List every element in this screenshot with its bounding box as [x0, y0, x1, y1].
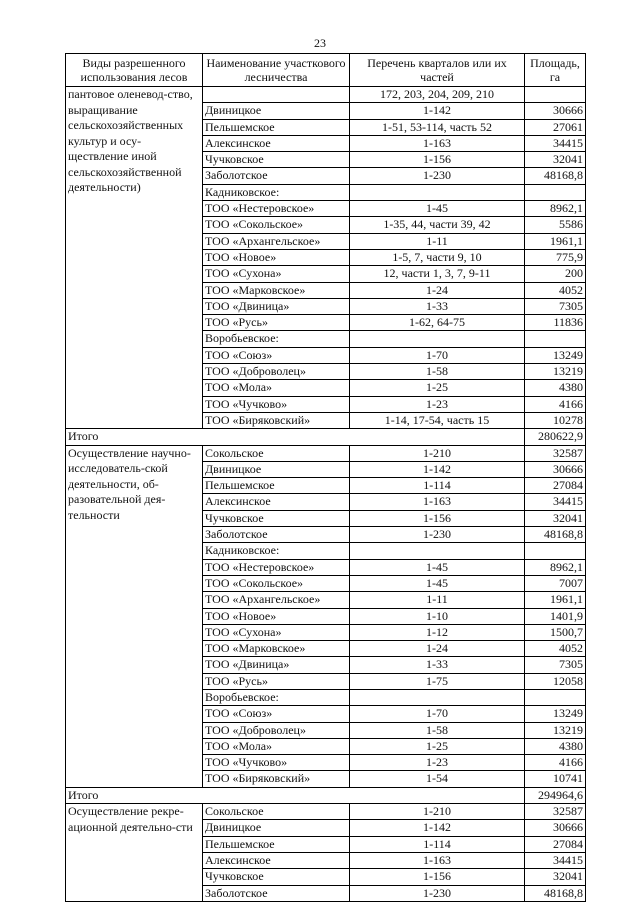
- forestry-name-cell: ТОО «Нестеровское»: [203, 559, 350, 575]
- quarters-cell: 1-142: [350, 461, 525, 477]
- header-forestry-name: Наименование участкового лесничества: [203, 54, 350, 87]
- area-cell: 30666: [525, 820, 586, 836]
- area-cell: 32587: [525, 445, 586, 461]
- forestry-name-cell: Сокольское: [203, 804, 350, 820]
- area-cell: 27061: [525, 119, 586, 135]
- quarters-cell: 1-33: [350, 657, 525, 673]
- quarters-cell: 1-142: [350, 820, 525, 836]
- quarters-cell: [350, 543, 525, 559]
- area-cell: 30666: [525, 461, 586, 477]
- quarters-cell: 1-230: [350, 885, 525, 901]
- area-cell: 32041: [525, 869, 586, 885]
- forestry-name-cell: ТОО «Чучково»: [203, 396, 350, 412]
- forestry-name-cell: Кадниковское:: [203, 184, 350, 200]
- forestry-name-cell: Заболотское: [203, 168, 350, 184]
- forestry-name-cell: ТОО «Двиница»: [203, 657, 350, 673]
- quarters-cell: 1-114: [350, 478, 525, 494]
- use-type-cell: пантовое оленевод-ство, выращивание сельскохозяйственных культур и осу-ществление иной сельскохозяйственной деятельности): [66, 87, 203, 429]
- forestry-name-cell: Пельшемское: [203, 478, 350, 494]
- quarters-cell: 1-54: [350, 771, 525, 787]
- quarters-cell: 1-24: [350, 282, 525, 298]
- forestry-name-cell: ТОО «Доброволец»: [203, 364, 350, 380]
- forestry-name-cell: ТОО «Марковское»: [203, 641, 350, 657]
- forestry-name-cell: ТОО «Новое»: [203, 249, 350, 265]
- area-cell: 4380: [525, 738, 586, 754]
- quarters-cell: 1-51, 53-114, часть 52: [350, 119, 525, 135]
- table-body: [66, 87, 586, 902]
- page-number: 23: [314, 36, 326, 50]
- forestry-name-cell: Кадниковское:: [203, 543, 350, 559]
- header-area: Площадь, га: [525, 54, 586, 87]
- forestry-name-cell: Воробьевское:: [203, 331, 350, 347]
- quarters-cell: 1-62, 64-75: [350, 315, 525, 331]
- total-label: Итого: [66, 787, 525, 803]
- area-cell: 48168,8: [525, 168, 586, 184]
- quarters-cell: 1-23: [350, 396, 525, 412]
- area-cell: 8962,1: [525, 559, 586, 575]
- forestry-name-cell: Сокольское: [203, 445, 350, 461]
- quarters-cell: 1-230: [350, 527, 525, 543]
- quarters-cell: 1-230: [350, 168, 525, 184]
- area-cell: 48168,8: [525, 527, 586, 543]
- quarters-cell: 1-45: [350, 575, 525, 591]
- quarters-cell: 1-163: [350, 135, 525, 151]
- quarters-cell: 1-35, 44, части 39, 42: [350, 217, 525, 233]
- forestry-name-cell: Чучковское: [203, 869, 350, 885]
- quarters-cell: 1-163: [350, 852, 525, 868]
- area-cell: 4052: [525, 282, 586, 298]
- area-cell: 7305: [525, 657, 586, 673]
- area-cell: 32041: [525, 510, 586, 526]
- total-row: [66, 429, 586, 445]
- forestry-name-cell: [203, 87, 350, 103]
- forestry-name-cell: ТОО «Союз»: [203, 706, 350, 722]
- forestry-name-cell: ТОО «Новое»: [203, 608, 350, 624]
- quarters-cell: 1-75: [350, 673, 525, 689]
- forestry-name-cell: Двиницкое: [203, 820, 350, 836]
- area-cell: 48168,8: [525, 885, 586, 901]
- area-cell: 13249: [525, 347, 586, 363]
- quarters-cell: 1-142: [350, 103, 525, 119]
- forestry-name-cell: ТОО «Чучково»: [203, 755, 350, 771]
- area-cell: 13219: [525, 722, 586, 738]
- forestry-name-cell: Заболотское: [203, 527, 350, 543]
- area-cell: 11836: [525, 315, 586, 331]
- area-cell: 34415: [525, 135, 586, 151]
- quarters-cell: 1-114: [350, 836, 525, 852]
- forestry-name-cell: Алексинское: [203, 135, 350, 151]
- header-quarters-list: Перечень кварталов или их частей: [350, 54, 525, 87]
- quarters-cell: 1-14, 17-54, часть 15: [350, 412, 525, 428]
- forestry-name-cell: Пельшемское: [203, 836, 350, 852]
- header-use-type: Виды разрешенного использования лесов: [66, 54, 203, 87]
- total-label: Итого: [66, 429, 525, 445]
- area-cell: 34415: [525, 494, 586, 510]
- forestry-name-cell: ТОО «Союз»: [203, 347, 350, 363]
- table-row: [66, 804, 586, 820]
- quarters-cell: 1-11: [350, 592, 525, 608]
- total-value: 294964,6: [525, 787, 586, 803]
- area-cell: 13219: [525, 364, 586, 380]
- area-cell: 4380: [525, 380, 586, 396]
- area-cell: 4166: [525, 755, 586, 771]
- forestry-name-cell: ТОО «Сухона»: [203, 624, 350, 640]
- quarters-cell: 1-45: [350, 201, 525, 217]
- forestry-name-cell: ТОО «Биряковский»: [203, 771, 350, 787]
- quarters-cell: 1-11: [350, 233, 525, 249]
- quarters-cell: [350, 689, 525, 705]
- area-cell: 32041: [525, 152, 586, 168]
- quarters-cell: 172, 203, 204, 209, 210: [350, 87, 525, 103]
- area-cell: 27084: [525, 836, 586, 852]
- area-cell: 5586: [525, 217, 586, 233]
- quarters-cell: 1-33: [350, 298, 525, 314]
- forestry-name-cell: Двиницкое: [203, 103, 350, 119]
- area-cell: [525, 543, 586, 559]
- forestry-name-cell: ТОО «Русь»: [203, 315, 350, 331]
- forestry-name-cell: Чучковское: [203, 510, 350, 526]
- area-cell: 32587: [525, 804, 586, 820]
- quarters-cell: 1-23: [350, 755, 525, 771]
- forestry-name-cell: ТОО «Сокольское»: [203, 575, 350, 591]
- quarters-cell: 1-163: [350, 494, 525, 510]
- forestry-name-cell: Алексинское: [203, 494, 350, 510]
- area-cell: 7305: [525, 298, 586, 314]
- forestry-name-cell: ТОО «Нестеровское»: [203, 201, 350, 217]
- area-cell: [525, 331, 586, 347]
- area-cell: 775,9: [525, 249, 586, 265]
- area-cell: [525, 689, 586, 705]
- forestry-name-cell: ТОО «Биряковский»: [203, 412, 350, 428]
- area-cell: 10278: [525, 412, 586, 428]
- quarters-cell: 1-58: [350, 722, 525, 738]
- forestry-name-cell: Двиницкое: [203, 461, 350, 477]
- area-cell: [525, 184, 586, 200]
- area-cell: 13249: [525, 706, 586, 722]
- area-cell: 4166: [525, 396, 586, 412]
- forestry-name-cell: ТОО «Сухона»: [203, 266, 350, 282]
- quarters-cell: [350, 184, 525, 200]
- forestry-name-cell: ТОО «Марковское»: [203, 282, 350, 298]
- total-row: [66, 787, 586, 803]
- area-cell: 30666: [525, 103, 586, 119]
- quarters-cell: 1-210: [350, 804, 525, 820]
- forestry-name-cell: ТОО «Мола»: [203, 738, 350, 754]
- area-cell: 1961,1: [525, 233, 586, 249]
- area-cell: 34415: [525, 852, 586, 868]
- forestry-name-cell: Алексинское: [203, 852, 350, 868]
- quarters-cell: 12, части 1, 3, 7, 9-11: [350, 266, 525, 282]
- area-cell: 1500,7: [525, 624, 586, 640]
- forestry-name-cell: Заболотское: [203, 885, 350, 901]
- quarters-cell: 1-156: [350, 869, 525, 885]
- quarters-cell: [350, 331, 525, 347]
- forestry-name-cell: Воробьевское:: [203, 689, 350, 705]
- area-cell: 10741: [525, 771, 586, 787]
- quarters-cell: 1-45: [350, 559, 525, 575]
- forestry-name-cell: ТОО «Двиница»: [203, 298, 350, 314]
- forestry-name-cell: ТОО «Архангельское»: [203, 592, 350, 608]
- quarters-cell: 1-25: [350, 738, 525, 754]
- forestry-name-cell: ТОО «Доброволец»: [203, 722, 350, 738]
- table-row: [66, 445, 586, 461]
- quarters-cell: 1-24: [350, 641, 525, 657]
- forest-use-table: [65, 53, 586, 902]
- quarters-cell: 1-210: [350, 445, 525, 461]
- quarters-cell: 1-12: [350, 624, 525, 640]
- area-cell: 12058: [525, 673, 586, 689]
- quarters-cell: 1-156: [350, 152, 525, 168]
- total-value: 280622,9: [525, 429, 586, 445]
- quarters-cell: 1-70: [350, 347, 525, 363]
- area-cell: 1401,9: [525, 608, 586, 624]
- forestry-name-cell: Чучковское: [203, 152, 350, 168]
- area-cell: [525, 87, 586, 103]
- area-cell: 7007: [525, 575, 586, 591]
- quarters-cell: 1-5, 7, части 9, 10: [350, 249, 525, 265]
- forestry-name-cell: Пельшемское: [203, 119, 350, 135]
- quarters-cell: 1-10: [350, 608, 525, 624]
- quarters-cell: 1-25: [350, 380, 525, 396]
- area-cell: 4052: [525, 641, 586, 657]
- quarters-cell: 1-70: [350, 706, 525, 722]
- quarters-cell: 1-156: [350, 510, 525, 526]
- area-cell: 1961,1: [525, 592, 586, 608]
- use-type-cell: Осуществление научно-исследователь-ской деятельности, об-разовательной дея-тельности: [66, 445, 203, 787]
- area-cell: 27084: [525, 478, 586, 494]
- forestry-name-cell: ТОО «Архангельское»: [203, 233, 350, 249]
- forestry-name-cell: ТОО «Мола»: [203, 380, 350, 396]
- table-header-row: [66, 54, 586, 87]
- area-cell: 8962,1: [525, 201, 586, 217]
- area-cell: 200: [525, 266, 586, 282]
- use-type-cell: Осуществление рекре-ационной деятельно-сти: [66, 804, 203, 902]
- quarters-cell: 1-58: [350, 364, 525, 380]
- forestry-name-cell: ТОО «Сокольское»: [203, 217, 350, 233]
- table-row: [66, 87, 586, 103]
- forestry-name-cell: ТОО «Русь»: [203, 673, 350, 689]
